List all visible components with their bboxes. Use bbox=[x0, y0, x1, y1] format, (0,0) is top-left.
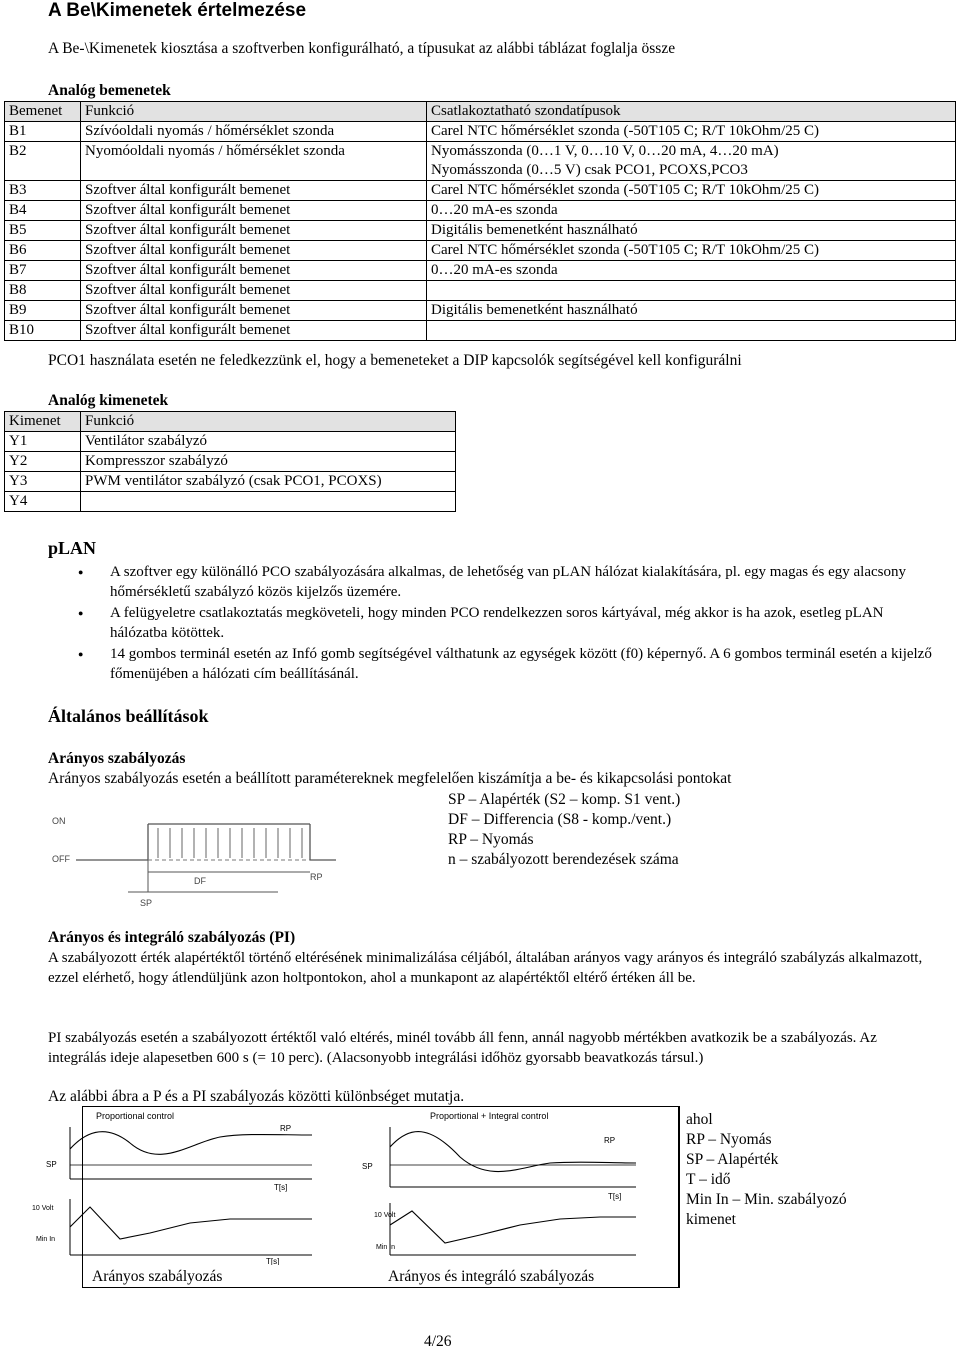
table-cell: Kompresszor szabályzó bbox=[81, 452, 456, 472]
step-off-label: OFF bbox=[52, 854, 70, 864]
table-cell: B8 bbox=[5, 281, 81, 301]
table-cell: Digitális bemenetként használható bbox=[427, 301, 956, 321]
table-row bbox=[5, 472, 456, 492]
table-cell bbox=[427, 281, 956, 301]
pi-rp-label: RP bbox=[604, 1136, 616, 1145]
header-cell: Funkció bbox=[81, 102, 427, 122]
table-row bbox=[5, 201, 956, 221]
table-cell: B2 bbox=[5, 142, 81, 162]
pi-rp-curve bbox=[390, 1132, 636, 1172]
pi-output-curve bbox=[390, 1211, 636, 1243]
df-label: DF bbox=[194, 876, 206, 886]
legend-line: RP – Nyomás bbox=[686, 1131, 772, 1148]
table-cell: B6 bbox=[5, 241, 81, 261]
p-minin-label: Min In bbox=[36, 1236, 56, 1243]
table-cell: Szoftver által konfigurált bemenet bbox=[81, 321, 427, 341]
dip-note: PCO1 használata esetén ne feledkezzünk el, hogy a bemeneteket a DIP kapcsolók segítségével kell konfigurálni bbox=[48, 352, 742, 369]
table-cell: B7 bbox=[5, 261, 81, 281]
table-cell: Y3 bbox=[5, 472, 81, 492]
pi-control-figure bbox=[350, 1107, 650, 1265]
pi-caption: Arányos és integráló szabályozás bbox=[388, 1268, 595, 1285]
table-row bbox=[5, 122, 956, 142]
pi-minin-label: Min In bbox=[376, 1244, 396, 1251]
figure-intro: Az alábbi ábra a P és a PI szabályozás közötti különbséget mutatja. bbox=[48, 1088, 465, 1105]
p-ts-label: T[s] bbox=[274, 1183, 288, 1192]
table-cell: Szoftver által konfigurált bemenet bbox=[81, 201, 427, 221]
pi-ts-label: T[s] bbox=[608, 1192, 622, 1201]
legend-line: SP – Alapérték bbox=[686, 1151, 779, 1168]
rp-label: RP bbox=[310, 872, 323, 882]
table-cell: 0…20 mA-es szonda bbox=[427, 201, 956, 221]
pi-sp-label: SP bbox=[362, 1162, 373, 1171]
table-cell: Szoftver által konfigurált bemenet bbox=[81, 221, 427, 241]
p-control-figure bbox=[30, 1107, 330, 1265]
table-cell: Nyomóoldali nyomás / hőmérséklet szonda bbox=[81, 142, 427, 162]
table-cell bbox=[427, 321, 956, 341]
legend-line: T – idő bbox=[686, 1171, 731, 1188]
table-cell: B4 bbox=[5, 201, 81, 221]
p-sp-label: SP bbox=[46, 1160, 57, 1169]
p-rp-label: RP bbox=[280, 1124, 292, 1133]
table-row bbox=[5, 492, 456, 512]
table-cell: Carel NTC hőmérséklet szonda (-50T105 C; R/T 10kOhm/25 C) bbox=[427, 241, 956, 261]
table-cell bbox=[81, 161, 427, 181]
table-cell: Carel NTC hőmérséklet szonda (-50T105 C; R/T 10kOhm/25 C) bbox=[427, 181, 956, 201]
header-cell: Funkció bbox=[81, 412, 456, 432]
table-cell: B9 bbox=[5, 301, 81, 321]
plan-bullet-list bbox=[78, 562, 938, 685]
plan-heading: pLAN bbox=[48, 538, 97, 558]
prop-text: Arányos szabályozás esetén a beállított paramétereknek megfelelően kiszámítja a be- és kikapcsolási pontokat bbox=[48, 770, 732, 787]
table-header-row bbox=[5, 102, 956, 122]
legend-line: n – szabályozott berendezések száma bbox=[448, 851, 679, 868]
table-cell: Szoftver által konfigurált bemenet bbox=[81, 281, 427, 301]
header-cell: Csatlakoztatható szondatípusok bbox=[427, 102, 956, 122]
table-cell: Y1 bbox=[5, 432, 81, 452]
legend-line: SP – Alapérték (S2 – komp. S1 vent.) bbox=[448, 791, 681, 808]
pi-heading: Arányos és integráló szabályozás (PI) bbox=[48, 929, 296, 946]
p-output-curve bbox=[70, 1207, 312, 1239]
pi-text-2: PI szabályozás esetén a szabályozott értéktől való eltérés, minél tovább áll fenn, annál nagyobb mértékben avatkozik be a szabályozás. Az integrálás ideje alapesetben 600 s (= 10 perc). (Alacsonyobb integrálási időhöz gyorsabb beavatkozás társul.) bbox=[48, 1030, 877, 1066]
table-row bbox=[5, 432, 456, 452]
table-cell: B5 bbox=[5, 221, 81, 241]
table-cell: Szoftver által konfigurált bemenet bbox=[81, 241, 427, 261]
table-row bbox=[5, 452, 456, 472]
table-row bbox=[5, 181, 956, 201]
table-cell bbox=[81, 492, 456, 512]
table-cell: Nyomásszonda (0…1 V, 0…10 V, 0…20 mA, 4…20 mA) bbox=[427, 142, 956, 162]
table-cell: Digitális bemenetként használható bbox=[427, 221, 956, 241]
table-row bbox=[5, 321, 956, 341]
analog-outputs-heading: Analóg kimenetek bbox=[48, 392, 169, 409]
table-row bbox=[5, 241, 956, 261]
intro-text: A Be-\Kimenetek kiosztása a szoftverben konfigurálható, a típusukat az alábbi táblázat foglalja össze bbox=[48, 40, 676, 57]
analog-outputs-table bbox=[4, 411, 456, 512]
legend-line: ahol bbox=[686, 1111, 713, 1128]
table-cell: 0…20 mA-es szonda bbox=[427, 261, 956, 281]
pi-10volt-label: 10 Volt bbox=[374, 1212, 396, 1219]
table-cell: Szoftver által konfigurált bemenet bbox=[81, 301, 427, 321]
p-10volt-label: 10 Volt bbox=[32, 1205, 54, 1212]
p-ts-label-lower: T[s] bbox=[266, 1257, 280, 1265]
p-rp-curve bbox=[70, 1132, 312, 1155]
table-cell: B10 bbox=[5, 321, 81, 341]
prop-legend bbox=[448, 790, 680, 870]
table-row bbox=[5, 261, 956, 281]
p-fig-title: Proportional control bbox=[96, 1111, 175, 1121]
page-number: 4/26 bbox=[424, 1333, 452, 1350]
sp-label: SP bbox=[140, 898, 153, 908]
table-cell: B1 bbox=[5, 122, 81, 142]
table-cell: B3 bbox=[5, 181, 81, 201]
general-heading: Általános beállítások bbox=[48, 706, 209, 726]
table-cell: PWM ventilátor szabályzó (csak PCO1, PCOXS) bbox=[81, 472, 456, 492]
pi-text-1: A szabályozott érték alapértéktől történő eltérésének minimalizálása céljából, általában arányos vagy arányos és integráló szabályzás alkalmazott, ezzel elérhető, hogy átlendüljünk azon holtpontokon, ahol a munkapont az alapértéktől eltérő értéken áll be. bbox=[48, 950, 923, 986]
step-diagram bbox=[48, 800, 348, 910]
legend-line: RP – Nyomás bbox=[448, 831, 534, 848]
analog-inputs-table bbox=[4, 101, 956, 341]
figure-divider bbox=[678, 1106, 679, 1288]
step-on-label: ON bbox=[52, 816, 66, 826]
table-cell: Y2 bbox=[5, 452, 81, 472]
header-cell: Kimenet bbox=[5, 412, 81, 432]
legend-line: Min In – Min. szabályozó bbox=[686, 1191, 847, 1208]
table-header-row bbox=[5, 412, 456, 432]
legend-line: kimenet bbox=[686, 1211, 736, 1228]
table-cell: Szoftver által konfigurált bemenet bbox=[81, 261, 427, 281]
table-row bbox=[5, 142, 956, 162]
analog-inputs-heading: Analóg bemenetek bbox=[48, 82, 171, 99]
p-caption: Arányos szabályozás bbox=[92, 1268, 223, 1285]
header-cell: Bemenet bbox=[5, 102, 81, 122]
table-cell: Y4 bbox=[5, 492, 81, 512]
legend-line: DF – Differencia (S8 - komp./vent.) bbox=[448, 811, 672, 828]
table-cell: Szoftver által konfigurált bemenet bbox=[81, 181, 427, 201]
table-cell: Nyomásszonda (0…5 V) csak PCO1, PCOXS,PCO3 bbox=[427, 161, 956, 181]
table-row bbox=[5, 221, 956, 241]
page-title: A Be\Kimenetek értelmezése bbox=[48, 0, 307, 21]
hatch-marks bbox=[158, 828, 302, 858]
table-row bbox=[5, 301, 956, 321]
list-item: ● A szoftver egy különálló PCO szabályozására alkalmas, de lehetőség van pLAN hálózat kialakítására, pl. egy magas és egy alacsony hőmérsékletű szabályzó közös kijelzős üzemére. bbox=[78, 562, 938, 602]
list-item: ● 14 gombos terminál esetén az Infó gomb segítségével válthatunk az egységek között (f0) képernyő. A 6 gombos terminál esetén a kijelző főmenüjében a hálózati cím beállításánál. bbox=[78, 644, 938, 684]
table-row bbox=[5, 161, 956, 181]
table-cell: Carel NTC hőmérséklet szonda (-50T105 C; R/T 10kOhm/25 C) bbox=[427, 122, 956, 142]
table-row bbox=[5, 281, 956, 301]
figure-legend bbox=[686, 1110, 847, 1230]
table-cell: Ventilátor szabályzó bbox=[81, 432, 456, 452]
prop-heading: Arányos szabályozás bbox=[48, 750, 186, 767]
table-cell: Szívóoldali nyomás / hőmérséklet szonda bbox=[81, 122, 427, 142]
list-item: ● A felügyeletre csatlakoztatás megköveteli, hogy minden PCO rendelkezzen soros kártyával, még akkor is ha azok, esetleg pLAN hálózatba kötöttek. bbox=[78, 603, 938, 643]
table-cell bbox=[5, 161, 81, 181]
pi-fig-title: Proportional + Integral control bbox=[430, 1111, 549, 1121]
